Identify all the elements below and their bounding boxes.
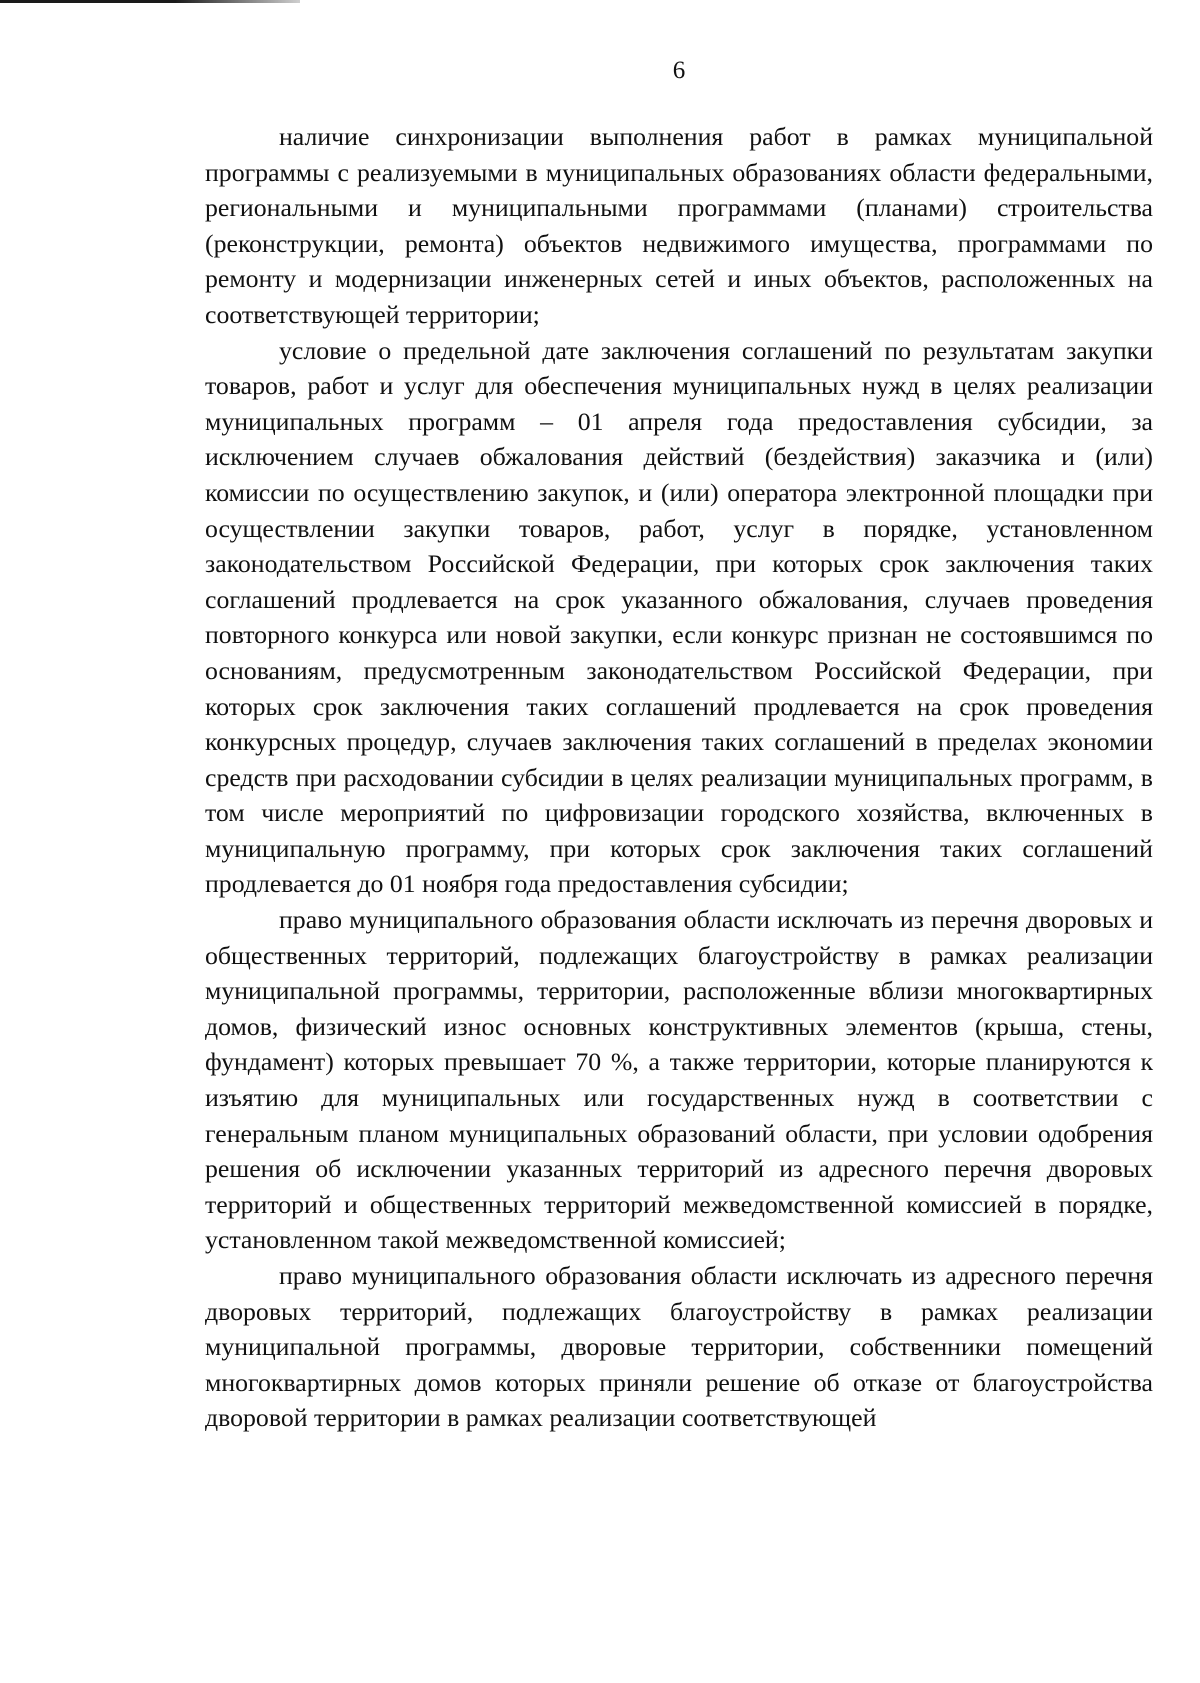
page-number: 6 [672, 57, 686, 84]
document-body [205, 119, 1153, 1436]
paragraph-yard-exclusion: право муниципального образования области исключать из адресного перечня дворовых территорий, подлежащих благоустройству в рамках реализации муниципальной программы, дворовые территории, собственники помещений многоквартирных домов которых приняли решение об отказе от благоустройства дворовой территории в рамках реализации соответствующей [205, 1261, 1153, 1433]
scan-edge-fade [175, 0, 300, 3]
paragraph-synchronization: наличие синхронизации выполнения работ в рамках муниципальной программы с реализуемыми в муниципальных образованиях области федеральными, региональными и муниципальными программами (планами) строительства (реконструкции, ремонта) объектов недвижимого имущества, программами по ремонту и модернизации инженерных сетей и иных объектов, расположенных на соответствующей территории; [205, 122, 1153, 329]
paragraph-territory-exclusion: право муниципального образования области исключать из перечня дворовых и общественных территорий, подлежащих благоустройству в рамках реализации муниципальной программы, территории, расположенные вблизи многоквартирных домов, физический износ основных конструктивных элементов (крыша, стены, фундамент) которых превышает 70 %, а также территории, которые планируются к изъятию для муниципальных или государственных нужд в соответствии с генеральным планом муниципальных образований области, при условии одобрения решения об исключении указанных территорий из адресного перечня дворовых территорий и общественных территорий межведомственной комиссией в порядке, установленном такой межведомственной комиссией; [205, 905, 1153, 1255]
paragraph-contract-deadline: условие о предельной дате заключения соглашений по результатам закупки товаров, работ и услуг для обеспечения муниципальных нужд в целях реализации муниципальных программ – 01 апреля года предоставления субсидии, за исключением случаев обжалования действий (бездействия) заказчика и (или) комиссии по осуществлению закупок, и (или) оператора электронной площадки при осуществлении закупки товаров, работ, услуг в порядке, установленном законодательством Российской Федерации, при которых срок заключения таких соглашений продлевается на срок указанного обжалования, случаев проведения повторного конкурса или новой закупки, если конкурс признан не состоявшимся по основаниям, предусмотренным законодательством Российской Федерации, при которых срок заключения таких соглашений продлевается на срок проведения конкурсных процедур, случаев заключения таких соглашений в пределах экономии средств при расходовании субсидии в целях реализации муниципальных программ, в том числе мероприятий по цифровизации городского хозяйства, включенных в муниципальную программу, при которых срок заключения таких соглашений продлевается до 01 ноября года предоставления субсидии; [205, 335, 1153, 899]
